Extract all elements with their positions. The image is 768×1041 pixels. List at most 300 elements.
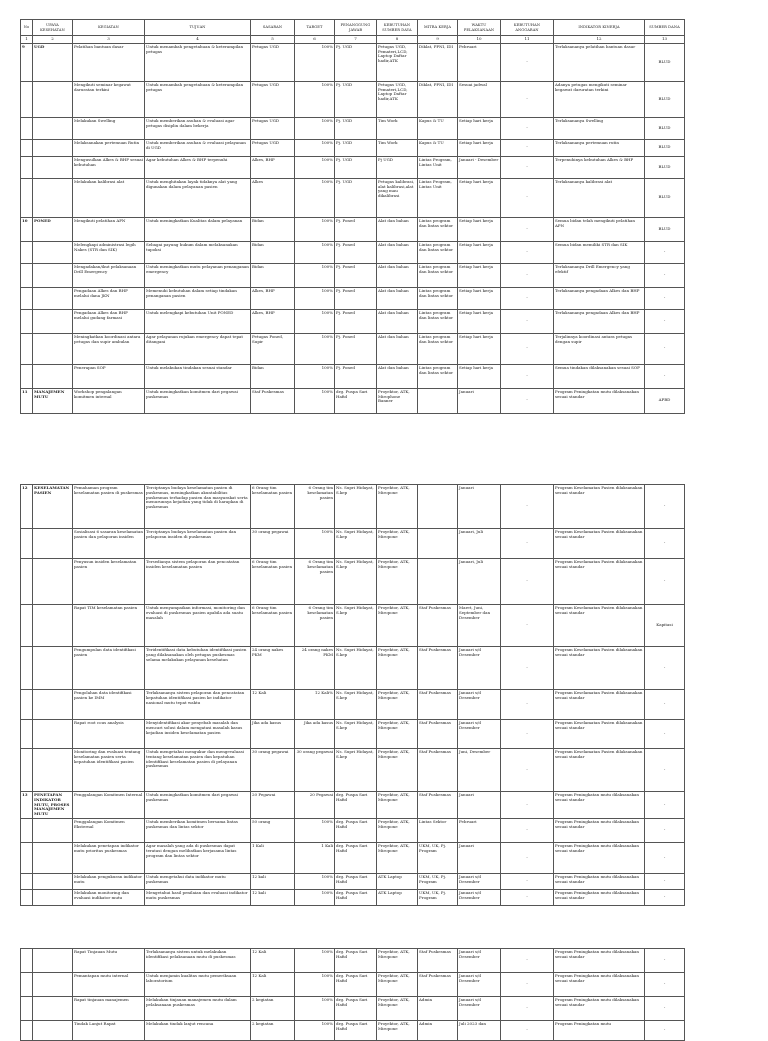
cell-sd: Proyektor, ATK, Miropone [377,949,418,973]
cell-anggaran: - [501,217,554,241]
cell-indikator: Program Keselamatan Pasien dilaksanakan sesuai standar [554,559,645,605]
cell-sasaran: Petugas UGD [251,43,295,81]
cell-dana: BLUD [645,81,685,117]
cell-target: 100% [295,949,335,973]
cell-pj: Pj. UGD [335,81,377,117]
cell-indikator: Semua tindakan dilaksanakan sesuai SOP [554,364,645,388]
table-row [21,309,685,333]
cell-dana: - [645,263,685,287]
cell-pj: drg. Puspa Sari Hafid [335,873,377,889]
cell-anggaran: - [501,139,554,156]
cell-upaya [33,364,73,388]
cell-kegiatan: Penggalangan Komitmen Eksternal [73,818,145,842]
cell-target: 100% [295,156,335,178]
cell-dana: - [645,287,685,309]
cell-mitra: Staf Puskesmas [418,647,458,690]
cell-mitra: Lintas Sektor [418,818,458,842]
cell-kegiatan: Pengolahan data identifikasi pasien ke IMM [73,690,145,720]
cell-sd: Proyektor, ATK, Miropone [377,720,418,749]
cell-no [21,605,33,647]
cell-target: 30 orang pegawai [295,749,335,792]
cell-kegiatan: Melakukan pengukuran indikator mutu [73,873,145,889]
cell-waktu: Setiap hari kerja [458,364,501,388]
cell-target: 6 Orang tim keselamatan pasien [295,485,335,529]
cell-pj: Ns. Supri Hidayat, S.kep [335,529,377,559]
cell-tujuan: Agar masalah yang ada di puskesmas dapat teratasi dengan melibatkan kerjasama lintas program dan lintas sektor [145,842,251,873]
cell-no [21,749,33,792]
cell-upaya [33,690,73,720]
cell-upaya [33,559,73,605]
cell-no [21,117,33,139]
cell-waktu: Sesuai jadwal [458,81,501,117]
cell-no: 10 [21,217,33,241]
cell-upaya [33,873,73,889]
cell-kegiatan: Melakukan Swelling [73,117,145,139]
cell-sd: Proyektor, ATK, Miropone [377,842,418,873]
cell-pj: drg. Puspa Sari Hafid [335,949,377,973]
cell-sd: Proyektor, ATK, Miropone [377,792,418,819]
cell-sd: Proyektor, ATK, Miropone [377,818,418,842]
column-number: 10 [458,36,501,44]
cell-pj: Pj. Poned [335,217,377,241]
column-header: TARGET [295,20,335,36]
table-body-page-2 [21,485,685,906]
table-row [21,973,685,997]
cell-no [21,309,33,333]
cell-pj: Pj. UGD [335,178,377,217]
cell-target: 100% [295,1021,335,1041]
cell-kegiatan: Pengadaan Alkes dan BHP melalui dana JKN [73,287,145,309]
table-row [21,559,685,605]
cell-waktu: Setiap hari kerja [458,139,501,156]
cell-anggaran: - [501,156,554,178]
cell-mitra: Lintas program dan lintas sektor [418,241,458,263]
cell-target: 12 Kali% [295,690,335,720]
cell-indikator: Program Peningkatan mutu dilaksanakan sesuai standar [554,792,645,819]
cell-sasaran: 12 Kali [251,690,295,720]
cell-sasaran: Alkes [251,178,295,217]
cell-indikator: Terlaksananya Swelling [554,117,645,139]
cell-sasaran: 2 kegiatan [251,997,295,1021]
cell-dana: - [645,973,685,997]
cell-no: 9 [21,43,33,81]
cell-dana: BLUD [645,156,685,178]
plan-table-page-1 [20,19,685,414]
table-row [21,792,685,819]
table-row [21,81,685,117]
cell-pj: Ns. Supri Hidayat, S.kep [335,559,377,605]
table-row [21,889,685,905]
cell-target: 100% [295,217,335,241]
cell-tujuan: Sebagai payung hukum dalam melaksanakan tupoksi [145,241,251,263]
cell-anggaran: - [501,43,554,81]
cell-dana: - [645,749,685,792]
cell-anggaran: - [501,792,554,819]
cell-target: 100% [295,364,335,388]
table-row [21,43,685,81]
table-row [21,749,685,792]
cell-waktu: Setiap hari kerja [458,117,501,139]
cell-upaya [33,529,73,559]
cell-waktu: Setiap hari kerja [458,309,501,333]
cell-dana: - [645,792,685,819]
cell-anggaran: - [501,949,554,973]
cell-sasaran: Bidan [251,217,295,241]
column-number: 2 [33,36,73,44]
cell-anggaran: - [501,873,554,889]
cell-sd: Alat dan bahan [377,287,418,309]
cell-sasaran: Bidan [251,241,295,263]
cell-no [21,647,33,690]
cell-pj: drg. Puspa Sari Hafid [335,842,377,873]
cell-sasaran: 50 orang [251,818,295,842]
cell-no [21,973,33,997]
cell-tujuan: Tersedianya sistem pelaporan dan pencatatan insiden keselamatan pasien [145,559,251,605]
cell-target: 100% [295,43,335,81]
cell-indikator: Program Keselamatan Pasien dilaksanakan sesuai standar [554,690,645,720]
cell-upaya [33,287,73,309]
cell-waktu: Setiap hari kerja [458,333,501,364]
table-row [21,529,685,559]
cell-anggaran: - [501,605,554,647]
cell-dana: - [645,842,685,873]
cell-anggaran: - [501,241,554,263]
cell-anggaran: - [501,889,554,905]
cell-mitra: Diklat, PPNI, IDI [418,81,458,117]
cell-indikator: Program Peningkatan mutu [554,1021,645,1041]
cell-upaya: KESELAMATAN PASIEN [33,485,73,529]
table-row [21,388,685,413]
column-header: KEBUTUHAN SUMBER DAYA [377,20,418,36]
cell-no [21,949,33,973]
cell-anggaran: - [501,690,554,720]
cell-pj: Ns. Supri Hidayat, S.kep [335,690,377,720]
cell-pj: Ns. Supri Hidayat, S.kep [335,485,377,529]
cell-pj: Pj. UGD [335,117,377,139]
table-row [21,690,685,720]
cell-sd: Alat dan bahan [377,309,418,333]
cell-pj: drg. Puspa Sari Hafid [335,818,377,842]
column-number: 11 [501,36,554,44]
cell-mitra: Staf Puskesmas [418,749,458,792]
table-row [21,139,685,156]
cell-kegiatan: Pelatihan bantuan dasar [73,43,145,81]
cell-anggaran: - [501,559,554,605]
cell-sd: Alat dan bahan [377,364,418,388]
cell-mitra: Staf Puskesmas [418,949,458,973]
cell-tujuan: Untuk mengetahui data indikator mutu puskesmas [145,873,251,889]
cell-indikator: Terlaksananya pengadaan Alkes dan BHP [554,309,645,333]
cell-sasaran: Petugas UGD [251,117,295,139]
table-row [21,818,685,842]
cell-upaya [33,333,73,364]
cell-pj: Pj. UGD [335,139,377,156]
cell-mitra: Staf Puskesmas [418,973,458,997]
cell-no [21,241,33,263]
cell-mitra: Lintas Program, Lintas Unit [418,156,458,178]
cell-no [21,287,33,309]
cell-target: 6 Orang tim keselamatan pasien [295,605,335,647]
cell-tujuan: Terlaksananya sistem pelaporan dan pencatatan kepatuhan identifikasi pasien ke indikator nasional mutu tepat waktu [145,690,251,720]
cell-waktu: Januari, Juli [458,529,501,559]
cell-tujuan: Untuk menambah pengetahuan & keterampilan petugas [145,43,251,81]
cell-pj: drg. Puspa Sari Hafid [335,889,377,905]
cell-waktu: Januari s/d Desember [458,873,501,889]
cell-kegiatan: Meningkatkan koordinasi antara petugas dan supir ambulan [73,333,145,364]
cell-mitra: UKM, UK, Pj. Program [418,873,458,889]
cell-mitra: Kapus & TU [418,117,458,139]
cell-indikator: Program Keselamatan Pasien dilaksanakan sesuai standar [554,529,645,559]
cell-kegiatan: Mengikuti seminar kegawat daruratan terkini [73,81,145,117]
cell-sd: Petugas kalibrasi, alat kalibrasi,alat yang mau dikalibrasi [377,178,418,217]
cell-waktu: Setiap hari kerja [458,178,501,217]
column-number: 7 [335,36,377,44]
cell-pj: drg. Puspa Sari Hafid [335,388,377,413]
cell-sd: Proyektor, ATK, Miropone [377,1021,418,1041]
cell-kegiatan: Workshop pengalangan komitmen internal [73,388,145,413]
cell-tujuan: Untuk melengkapi kebutuhan Unit PONED [145,309,251,333]
cell-waktu: Januari, Juli [458,559,501,605]
cell-indikator: Terlaksananya pertemuan rutin [554,139,645,156]
cell-anggaran: - [501,997,554,1021]
cell-sd: Alat dan bahan [377,263,418,287]
cell-waktu: Januari - Desember [458,156,501,178]
cell-dana: - [645,889,685,905]
cell-tujuan: Teridentifikasi data kebutuhan identifikasi pasien yang dilaksanakan oleh petugas puskesmas selama melakukan pelayanan kesehatan [145,647,251,690]
cell-no [21,139,33,156]
cell-pj: Pj. Poned [335,263,377,287]
cell-tujuan: Untuk meningkatkan komitmen dari pegawai puskesmas [145,388,251,413]
cell-dana: - [645,873,685,889]
cell-tujuan: Terciptanya budaya keselamatan pasien di puskesmas, meningkatkan akuntabilitas puskesmas terhadap pasien dan masyarakat serta menurunnya kejadian yang tidak di harapkan di puskesmas [145,485,251,529]
cell-sasaran: Staf Puskesmas [251,388,295,413]
cell-tujuan: Menyidentifikasi akar penyebab masalah dan mencari solusi dalam mengatasi masalah kasus kejadian insiden keselamatan pasien [145,720,251,749]
cell-sd: Alat dan bahan [377,217,418,241]
cell-kegiatan: Melengkapi administrasi legih Nakes (STR dan SIK) [73,241,145,263]
cell-waktu: Januari s/d Desember [458,690,501,720]
cell-kegiatan: Penerapan SOP [73,364,145,388]
cell-target: 100% [295,139,335,156]
table-row [21,873,685,889]
cell-pj: Pj. Poned [335,241,377,263]
cell-mitra: Kapus & TU [418,139,458,156]
cell-mitra [418,485,458,529]
cell-upaya [33,241,73,263]
cell-sd: ATK Laptop [377,873,418,889]
cell-mitra [418,559,458,605]
cell-dana: - [645,647,685,690]
cell-sasaran: 6 Orang tim keselamatan pasien [251,559,295,605]
cell-upaya: PENETAPAN INDIKATOR MUTU, PROSES MANAJEMEN MUTU [33,792,73,819]
column-header: WAKTU PELAKSANAAN [458,20,501,36]
cell-kegiatan: Monitoring dan evaluasi tentang keselamatan pasien serta kepatuhan identifikasi pasien [73,749,145,792]
cell-anggaran: - [501,178,554,217]
cell-indikator: Program Peningkatan mutu dilaksanakan sesuai standar [554,997,645,1021]
cell-mitra: Admin [418,1021,458,1041]
cell-waktu: Februari [458,43,501,81]
table-row [21,997,685,1021]
cell-target: 100% [295,263,335,287]
cell-pj: Ns. Supri Hidayat, S.kep [335,749,377,792]
cell-tujuan: Terciptanya budaya keselamatan pasien dan pelaporan insiden di puskesmas [145,529,251,559]
cell-waktu: Januari [458,792,501,819]
cell-upaya [33,749,73,792]
cell-no [21,559,33,605]
column-number: 5 [251,36,295,44]
table-row [21,156,685,178]
cell-pj: drg. Puspa Sari Hafid [335,973,377,997]
cell-target: 100% [295,388,335,413]
column-header: INDIKATOR KINERJA [554,20,645,36]
cell-waktu: Januari s/d Desember [458,720,501,749]
cell-dana: Kapitasi [645,605,685,647]
cell-upaya [33,889,73,905]
cell-sd: Proyektor, ATK, Miropone [377,749,418,792]
cell-indikator: Terlaksananya pengadaan Alkes dan BHP [554,287,645,309]
cell-kegiatan: Penggalangan Komitmen Internal [73,792,145,819]
cell-waktu: Januari [458,485,501,529]
cell-target: 100% [295,309,335,333]
cell-pj: Ns. Supri Hidayat, S.kep [335,720,377,749]
column-number: 6 [295,36,335,44]
cell-kegiatan: Rapat Tinjauan Mutu [73,949,145,973]
cell-mitra: Lintas program dan lintas sektor [418,333,458,364]
cell-sasaran: 30 orang pegawai [251,749,295,792]
column-number: 13 [645,36,685,44]
cell-upaya [33,997,73,1021]
cell-dana: - [645,559,685,605]
cell-anggaran: - [501,720,554,749]
cell-anggaran: - [501,749,554,792]
table-row [21,333,685,364]
cell-tujuan: Terlaksananya sistem untuk melakukan identifikasi pelaksanaan mutu di puskesmas [145,949,251,973]
plan-table-page-3 [20,948,685,1041]
cell-tujuan: Agar kebutuhan Alkes & BHP terpenuhi [145,156,251,178]
cell-indikator: Program Peningkatan mutu dilaksanakan sesuai standar [554,842,645,873]
cell-indikator: Program Peningkatan mutu dilaksanakan sesuai standar [554,889,645,905]
cell-indikator: Program Peningkatan mutu dilaksanakan sesuai standar [554,873,645,889]
cell-tujuan: Untuk menyampaikan informasi, monitoring dan evaluasi di puskesmas pasien apabila ada suatu masalah [145,605,251,647]
table-row [21,485,685,529]
cell-target: 100% [295,873,335,889]
cell-waktu: Januari s/d Desember [458,973,501,997]
cell-tujuan: Memenuhi kebutuhan dalam setiap tindakan penanganan pasien [145,287,251,309]
table-row [21,842,685,873]
cell-mitra: Lintas program dan lintas sektor [418,263,458,287]
cell-pj: Ns. Supri Hidayat, S.kep [335,605,377,647]
cell-no [21,333,33,364]
cell-tujuan: Agar pelayanan rujukan emergency dapat tepat ditangani [145,333,251,364]
table-row [21,263,685,287]
cell-anggaran: - [501,287,554,309]
column-number: 9 [418,36,458,44]
column-header: SUMBER DANA [645,20,685,36]
cell-tujuan: Untuk menambah pengetahuan & keterampilan petugas [145,81,251,117]
cell-anggaran: - [501,81,554,117]
cell-upaya [33,647,73,690]
cell-kegiatan: Pengumpulan data identifikasi pasien [73,647,145,690]
cell-sasaran: 12 Kali [251,949,295,973]
cell-sasaran: 2 kegiatan [251,1021,295,1041]
cell-kegiatan: Pengadaan Alkes dan BHP melalui gudang farmasi [73,309,145,333]
cell-target: 1 Kali [295,842,335,873]
cell-sd: Alat dan bahan [377,333,418,364]
cell-sd: Proyektor, ATK, Miropone [377,690,418,720]
cell-waktu: Juni, Desember [458,749,501,792]
cell-kegiatan: Melakukan monitoring dan evaluasi indikator mutu [73,889,145,905]
cell-indikator: Semua bidan telah mengikuti pelatihan APN [554,217,645,241]
cell-anggaran: - [501,842,554,873]
cell-target: Jika ada kasus [295,720,335,749]
cell-anggaran: - [501,364,554,388]
cell-upaya [33,178,73,217]
cell-target: 100% [295,973,335,997]
cell-sd: Tim Work [377,139,418,156]
cell-no [21,889,33,905]
column-number: 12 [554,36,645,44]
cell-dana: BLUD [645,139,685,156]
cell-anggaran: - [501,529,554,559]
cell-dana: - [645,949,685,973]
cell-sasaran: 1 Kali [251,842,295,873]
cell-upaya: MANAJEMEN MUTU [33,388,73,413]
cell-indikator: Terlaksananya kalibrasi alat [554,178,645,217]
cell-sasaran: Bidan [251,364,295,388]
cell-anggaran: - [501,333,554,364]
cell-sd: Proyektor, ATK, Mirophone Banner [377,388,418,413]
cell-anggaran: - [501,818,554,842]
cell-no [21,156,33,178]
cell-mitra: Lintas program dan lintas sektor [418,217,458,241]
cell-sasaran: Jika ada kasus [251,720,295,749]
table-row [21,647,685,690]
cell-kegiatan: Mengikuti pelatihan APN [73,217,145,241]
cell-indikator: Program Keselamatan Pasien dilaksanakan sesuai standar [554,605,645,647]
column-header: TUJUAN [145,20,251,36]
cell-upaya [33,949,73,973]
cell-dana: - [645,364,685,388]
cell-pj: Pj. UGD [335,156,377,178]
cell-mitra [418,529,458,559]
cell-upaya: UGD [33,43,73,81]
column-header: PENANGGUNG JAWAB [335,20,377,36]
cell-target: 100% [295,117,335,139]
cell-tujuan: Melakukan tindak lanjut rencana [145,1021,251,1041]
column-header: SASARAN [251,20,295,36]
cell-sd: Petugas UGD, Pemateri,LCD, Laptop Daftar hadir,ATK [377,43,418,81]
table-row [21,217,685,241]
cell-sd: Proyektor, ATK, Miropone [377,529,418,559]
cell-target: 100% [295,333,335,364]
column-header: KEGIATAN [73,20,145,36]
column-number: 1 [21,36,33,44]
cell-mitra: Lintas program dan lintas sektor [418,364,458,388]
cell-indikator: Terpenuhinya kebutuhan Alkes & BHP [554,156,645,178]
cell-pj: Pj. UGD [335,43,377,81]
cell-anggaran: - [501,388,554,413]
cell-waktu: Setiap hari kerja [458,287,501,309]
cell-dana: - [645,690,685,720]
column-header: No [21,20,33,36]
cell-upaya [33,81,73,117]
cell-dana: - [645,997,685,1021]
cell-kegiatan: Melaksanakan pertemuan Rutin [73,139,145,156]
cell-sasaran: 24 orang nakes PKM [251,647,295,690]
cell-waktu: Setiap hari kerja [458,263,501,287]
cell-indikator: Program Peningkatan mutu dilaksanakan sesuai standar [554,388,645,413]
column-number: 4 [145,36,251,44]
cell-upaya: PONED [33,217,73,241]
